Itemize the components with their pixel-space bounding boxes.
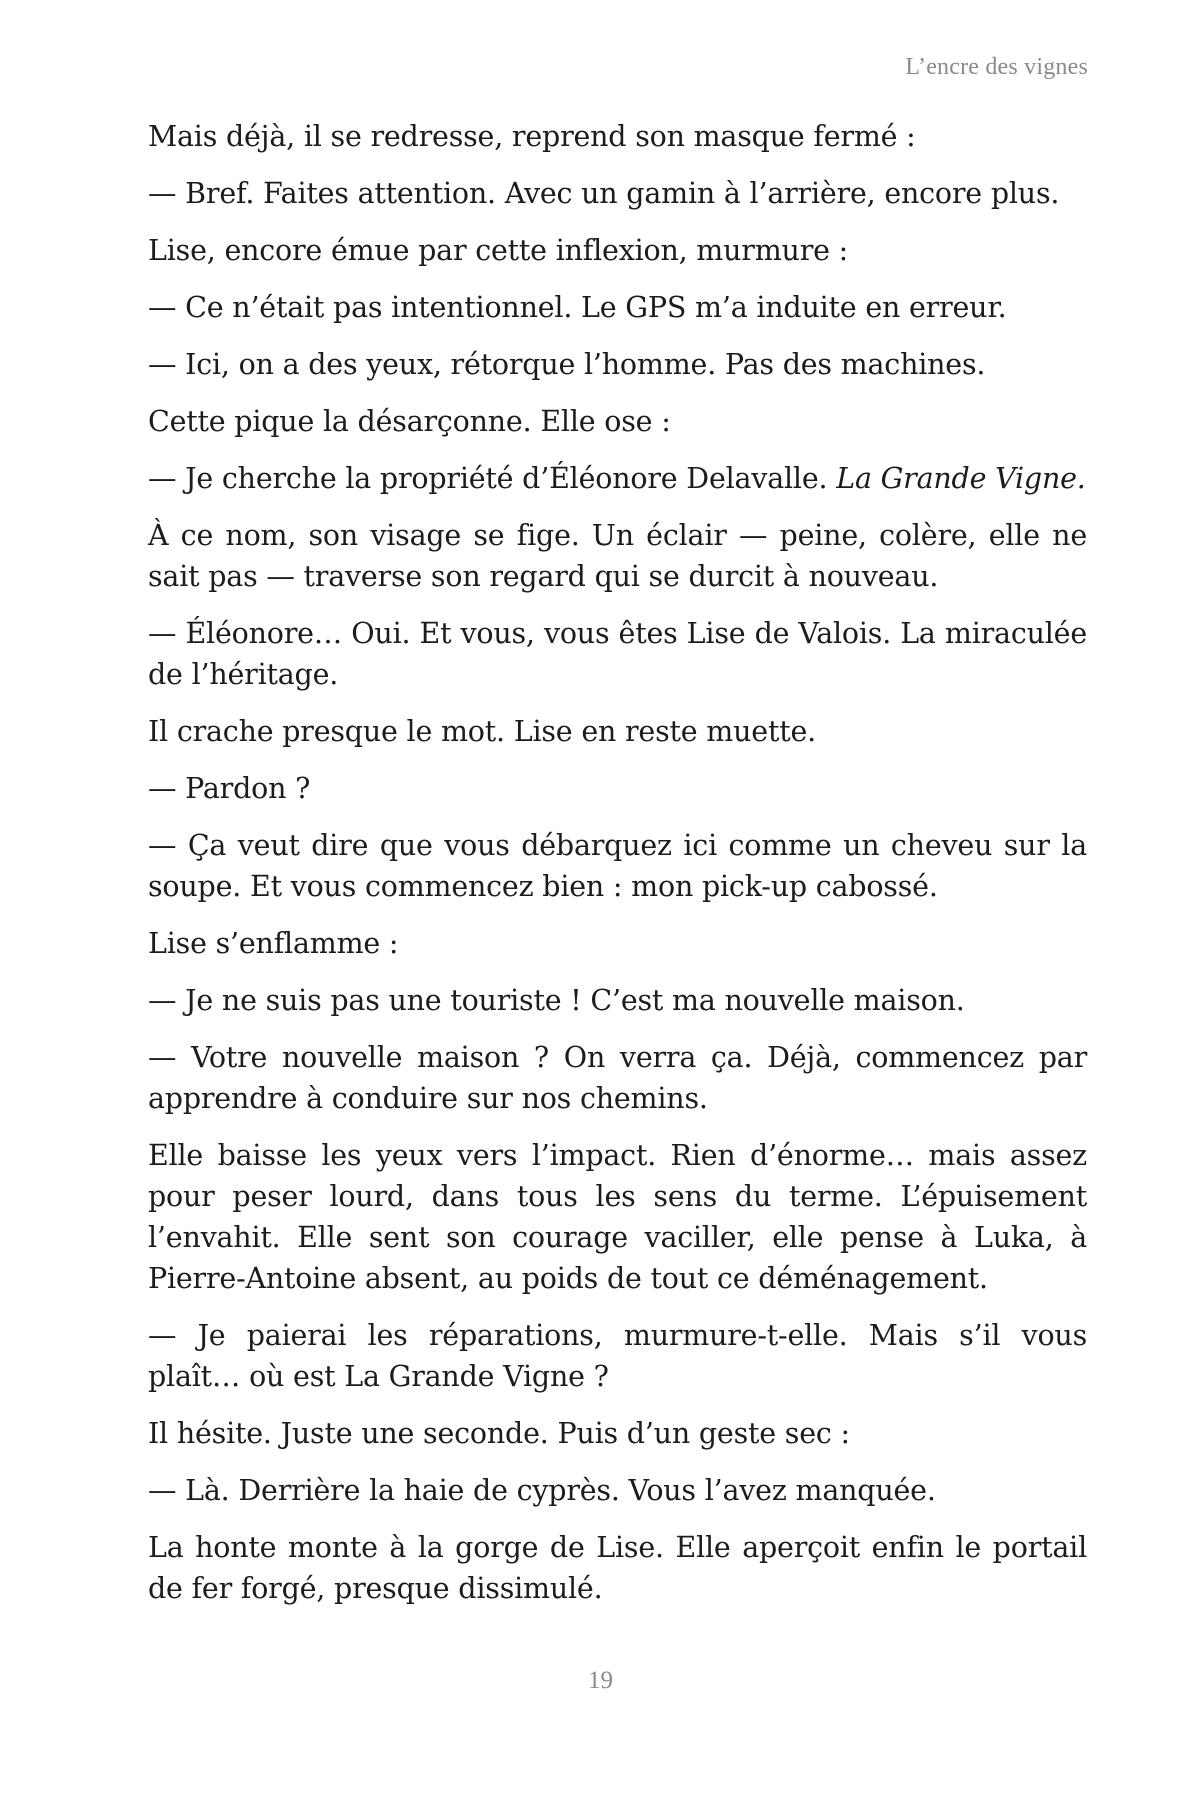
dialogue-line [148, 613, 1087, 695]
paragraph [148, 401, 1087, 442]
paragraph [148, 515, 1087, 597]
paragraph-text: — Ça veut dire que vous débarquez ici comme un cheveu sur la soupe. Et vous commencez bien : mon pick-up cabossé. [148, 829, 1087, 903]
paragraph [148, 923, 1087, 964]
paragraph-text: Mais déjà, il se redresse, reprend son masque fermé : [148, 120, 916, 153]
paragraph-text: Elle baisse les yeux vers l’impact. Rien d’énorme… mais assez pour peser lourd, dans tous les sens du terme. L’épuisement l’envahit. Elle sent son courage vaciller, elle pense à Luka, à Pierre-Antoine absent, au poids de tout ce déménagement. [148, 1139, 1087, 1295]
paragraph-text: Lise s’enflamme : [148, 927, 399, 960]
paragraph-text: Il hésite. Juste une seconde. Puis d’un geste sec : [148, 1417, 850, 1450]
paragraph-text: — Je paierai les réparations, murmure-t-elle. Mais s’il vous plaît… où est La Grande Vigne ? [148, 1319, 1087, 1393]
paragraph-text: — Je cherche la propriété d’Éléonore Delavalle. [148, 462, 837, 495]
paragraph-text: — Ce n’était pas intentionnel. Le GPS m’a induite en erreur. [148, 291, 1007, 324]
paragraph-text: — Bref. Faites attention. Avec un gamin à l’arrière, encore plus. [148, 177, 1060, 210]
paragraph-text: La honte monte à la gorge de Lise. Elle aperçoit enfin le portail de fer forgé, presque dissimulé. [148, 1531, 1087, 1605]
paragraph-text: Cette pique la désarçonne. Elle ose : [148, 405, 671, 438]
text-body [148, 116, 1087, 1625]
dialogue-line [148, 1315, 1087, 1397]
paragraph-text: — Je ne suis pas une touriste ! C’est ma nouvelle maison. [148, 984, 965, 1017]
paragraph-text: — Éléonore… Oui. Et vous, vous êtes Lise de Valois. La miraculée de l’héritage. [148, 617, 1087, 691]
dialogue-line [148, 1037, 1087, 1119]
paragraph [148, 711, 1087, 752]
paragraph-text: — Là. Derrière la haie de cyprès. Vous l’avez manquée. [148, 1474, 936, 1507]
paragraph-text: Il crache presque le mot. Lise en reste muette. [148, 715, 816, 748]
paragraph [148, 1135, 1087, 1299]
paragraph [148, 1527, 1087, 1609]
dialogue-line [148, 287, 1087, 328]
dialogue-line [148, 1470, 1087, 1511]
paragraph [148, 1413, 1087, 1454]
dialogue-line [148, 344, 1087, 385]
paragraph [148, 116, 1087, 157]
page-number: 19 [588, 1667, 613, 1694]
paragraph [148, 230, 1087, 271]
dialogue-line [148, 768, 1087, 809]
dialogue-line [148, 458, 1087, 499]
italic-title: La Grande Vigne. [836, 462, 1086, 495]
paragraph-text: — Votre nouvelle maison ? On verra ça. Déjà, commencez par apprendre à conduire sur nos chemins. [148, 1041, 1087, 1115]
paragraph-text: Lise, encore émue par cette inflexion, murmure : [148, 234, 849, 267]
dialogue-line [148, 825, 1087, 907]
dialogue-line [148, 173, 1087, 214]
paragraph-text: — Pardon ? [148, 772, 311, 805]
paragraph-text: — Ici, on a des yeux, rétorque l’homme. Pas des machines. [148, 348, 986, 381]
running-header: L’encre des vignes [905, 54, 1088, 80]
paragraph-text: À ce nom, son visage se fige. Un éclair — peine, colère, elle ne sait pas — traverse son regard qui se durcit à nouveau. [148, 519, 1087, 593]
dialogue-line [148, 980, 1087, 1021]
